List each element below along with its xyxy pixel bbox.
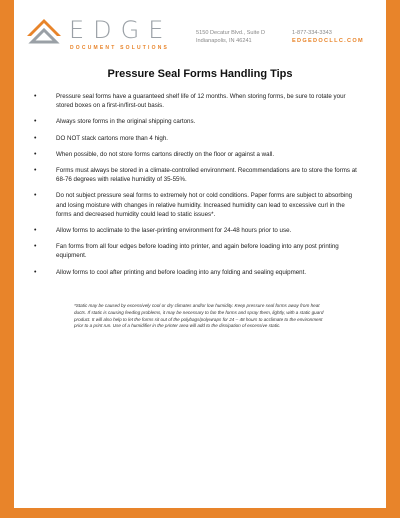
list-item: • Forms must always be stored in a climate-controlled environment. Recommendations are to store the forms at 68-76 degrees with relative humidity of 35-55%.	[34, 167, 357, 184]
tips-list	[34, 92, 359, 284]
address-line-1: 5150 Decatur Blvd., Suite D	[196, 30, 266, 36]
static-footnote: *Static may be caused by excessively cool or dry climates and/or low humidity. Keep pressure seal forms away from heat ducts. If static is causing feeding problems, it may be necessary to fan the forms and spray them, lightly, with a static guard product. It will also help to let the forms sit out of the polybags/polywraps for 24 – 48 hours to acclimate to the environment prior to a print run. Use of a humidifier in the printer area will add to the dissipation of excessive static.	[74, 303, 324, 329]
phone-number: 1-877-334-3343	[292, 30, 332, 36]
list-item: • Allow forms to cool after printing and before loading into any folding and sealing equipment.	[34, 268, 307, 276]
mountain-logo-icon	[24, 14, 64, 48]
list-item: • When possible, do not store forms cartons directly on the floor or against a wall.	[34, 150, 275, 158]
document-page	[14, 0, 386, 508]
list-item: • Pressure seal forms have a guaranteed shelf life of 12 months. When storing forms, be sure to rotate your stored boxes on a first-in/first-out basis.	[34, 93, 346, 110]
list-item: • Always store forms in the original shipping cartons.	[34, 118, 196, 126]
bullet-icon: •	[34, 118, 37, 126]
page-title: Pressure Seal Forms Handling Tips	[107, 68, 293, 80]
company-contact	[292, 29, 364, 45]
logo-wordmark: EDGE	[69, 16, 173, 44]
company-address	[196, 29, 265, 45]
bullet-icon: •	[34, 227, 37, 235]
list-item: • DO NOT stack cartons more than 4 high.	[34, 134, 168, 142]
list-item: • Allow forms to acclimate to the laser-printing environment for 24-48 hours prior to use.	[34, 227, 292, 235]
website-link[interactable]: EDGEDOCLLC.COM	[292, 38, 364, 44]
bullet-icon: •	[34, 192, 37, 200]
list-item: • Do not subject pressure seal forms to extremely hot or cold conditions. Paper forms are subject to absorbing and losing moisture with changes in relative humidity. Increased humidity can lead to excessive curl in the forms and decreased humidity could lead to static issues*.	[34, 192, 353, 218]
address-line-2: Indianapolis, IN 46241	[196, 38, 252, 44]
bullet-icon: •	[34, 167, 37, 175]
bullet-icon: •	[34, 134, 37, 142]
bullet-icon: •	[34, 150, 37, 158]
bullet-icon: •	[34, 268, 37, 276]
edge-logo	[24, 14, 184, 54]
bullet-icon: •	[34, 93, 37, 100]
bullet-icon: •	[34, 243, 37, 251]
list-item: • Fan forms from all four edges before loading into printer, and again before loading into any post printing equipment.	[34, 243, 339, 260]
logo-tagline: DOCUMENT SOLUTIONS	[70, 45, 170, 51]
